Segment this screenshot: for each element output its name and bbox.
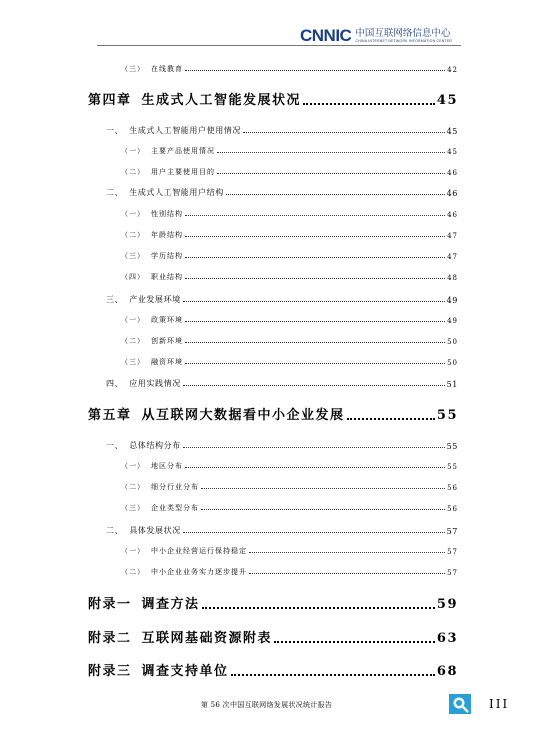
toc-entry-label [88,404,345,423]
toc-entry-number: （三） [121,65,145,73]
toc-dot-leader [185,467,445,468]
toc-entry-label [121,461,183,471]
toc-subsection-entry[interactable] [121,460,458,471]
toc-entry-label [106,294,181,305]
toc-entry-number: （二） [121,231,145,239]
toc-entry-number: （二） [121,168,145,176]
toc-entry-title: 调查方法 [141,597,200,612]
toc-subsection-entry[interactable] [121,314,458,325]
toc-entry-number: （二） [121,337,145,345]
toc-dot-leader [185,236,445,237]
toc-entry-title: 学历结构 [151,252,183,260]
toc-entry-number: 第四章 [88,93,132,108]
magnifier-icon [448,693,472,715]
toc-dot-leader [185,257,445,258]
toc-entry-number: （一） [121,462,145,470]
toc-entry-title: 在线教育 [151,65,183,73]
toc-entry-number: 第五章 [88,408,132,423]
toc-entry-number: 一、 [106,126,124,135]
toc-page-number: 56 [447,484,458,492]
toc-entry-number: （一） [121,147,145,155]
toc-chapter-entry[interactable] [88,594,458,612]
toc-entry-title: 产业发展环境 [129,295,181,304]
toc-section-entry[interactable] [106,186,458,198]
header-divider [97,45,461,46]
toc-dot-leader [217,173,445,174]
toc-entry-title: 互联网基础资源附表 [141,631,273,646]
toc-entry-number: 附录三 [88,664,132,679]
toc-entry-label [121,357,183,367]
toc-entry-title: 调查支持单位 [141,664,229,679]
toc-entry-label [121,503,199,513]
toc-dot-leader [201,488,445,489]
toc-dot-leader [249,573,445,574]
toc-subsection-entry[interactable] [121,481,458,492]
toc-entry-number: （一） [121,547,145,555]
toc-page-number: 55 [446,442,458,451]
toc-entry-number: 二、 [106,188,124,197]
toc-page-number: 45 [447,148,458,156]
toc-page-number: 46 [447,169,458,177]
toc-entry-number: （二） [121,568,145,576]
toc-entry-title: 年龄结构 [151,231,183,239]
toc-entry-label [121,272,183,282]
toc-entry-number: （一） [121,210,145,218]
toc-dot-leader [274,641,435,643]
toc-entry-title: 生成式人工智能用户使用情况 [129,126,242,135]
toc-entry-title: 应用实践情况 [129,379,181,388]
toc-subsection-entry[interactable] [121,63,458,74]
toc-entry-label [88,660,229,679]
toc-chapter-entry[interactable] [88,90,458,108]
toc-chapter-entry[interactable] [88,661,458,679]
toc-entry-title: 从互联网大数据看中小企业发展 [141,408,345,423]
toc-subsection-entry[interactable] [121,166,458,177]
toc-entry-number: （三） [121,252,145,260]
toc-entry-label [88,89,301,108]
toc-entry-label [121,315,183,325]
toc-page-number: 48 [447,274,458,282]
toc-entry-title: 主要产品使用情况 [151,147,215,155]
toc-page-number: 42 [447,66,458,74]
toc-entry-title: 总体结构分布 [129,441,181,450]
toc-dot-leader [185,278,445,279]
toc-entry-number: （二） [121,483,145,491]
toc-page-number: 59 [436,597,458,612]
toc-entry-title: 生成式人工智能发展状况 [141,93,302,108]
toc-dot-leader [185,321,445,322]
toc-dot-leader [185,342,445,343]
toc-entry-number: 附录二 [88,631,132,646]
toc-entry-number: （一） [121,316,145,324]
toc-entry-number: 三、 [106,295,124,304]
toc-page-number: 46 [447,211,458,219]
toc-page-number: 55 [447,463,458,471]
toc-page-number: 57 [447,548,458,556]
toc-dot-leader [183,301,445,302]
toc-page-number: 55 [436,408,458,423]
toc-section-entry[interactable] [106,124,458,136]
toc-dot-leader [217,152,445,153]
toc-entry-label [121,167,215,177]
toc-dot-leader [226,194,445,195]
toc-dot-leader [185,215,445,216]
toc-subsection-entry[interactable] [121,250,458,261]
toc-entry-number: 四、 [106,379,124,388]
toc-page-number: 56 [447,505,458,513]
toc-entry-title: 细分行业分布 [151,483,199,491]
toc-chapter-entry[interactable] [88,405,458,423]
toc-entry-number: 二、 [106,526,124,535]
toc-page-number: 47 [447,232,458,240]
footer-report-title: 第 56 次中国互联网络发展状况统计报告 [200,701,333,709]
toc-entry-number: 一、 [106,441,124,450]
toc-entry-label [88,627,272,646]
toc-entry-label [121,482,199,492]
toc-entry-title: 性别结构 [151,210,183,218]
toc-entry-label [106,187,224,198]
toc-dot-leader [183,447,445,448]
toc-entry-title: 职业结构 [151,273,183,281]
toc-section-entry[interactable] [106,439,458,451]
toc-entry-number: （三） [121,504,145,512]
toc-entry-label [121,209,183,219]
toc-chapter-entry[interactable] [88,628,458,646]
toc-page-number: 45 [446,127,458,136]
toc-subsection-entry[interactable] [121,356,458,367]
toc-dot-leader [202,607,435,609]
cnnic-logo [300,26,452,46]
toc-entry-number: （四） [121,273,145,281]
toc-subsection-entry[interactable] [121,208,458,219]
toc-entry-title: 企业类型分布 [151,504,199,512]
toc-page-number: 49 [447,317,458,325]
toc-subsection-entry[interactable] [121,229,458,240]
toc-entry-label [121,336,183,346]
toc-entry-title: 融资环境 [151,358,183,366]
toc-subsection-entry[interactable] [121,271,458,282]
logo-mark: CNNIC [300,26,352,45]
toc-dot-leader [303,103,435,105]
toc-page-number: 50 [447,359,458,367]
toc-section-entry[interactable] [106,377,458,389]
toc-page-number: 57 [446,527,458,536]
logo-english-name: CHINA INTERNET NETWORK INFORMATION CENTER [355,38,453,43]
toc-dot-leader [231,674,435,676]
toc-entry-label [88,593,200,612]
toc-section-entry[interactable] [106,293,458,305]
toc-entry-label [121,230,183,240]
logo-chinese-name: 中国互联网络信息中心 [355,27,451,39]
toc-entry-label [106,525,181,536]
toc-dot-leader [185,363,445,364]
toc-page-number: 51 [446,380,458,389]
toc-section-entry[interactable] [106,524,458,536]
toc-dot-leader [243,132,445,133]
toc-page-number: 47 [447,253,458,261]
toc-subsection-entry[interactable] [121,566,458,577]
toc-subsection-entry[interactable] [121,502,458,513]
toc-subsection-entry[interactable] [121,145,458,156]
toc-dot-leader [347,418,435,420]
toc-subsection-entry[interactable] [121,335,458,346]
toc-entry-title: 创新环境 [151,337,183,345]
toc-page-number: 45 [436,93,458,108]
toc-entry-label [121,64,183,74]
toc-entry-title: 具体发展状况 [129,526,181,535]
toc-dot-leader [249,552,445,553]
toc-entry-label [121,567,247,577]
toc-page-number: 57 [447,569,458,577]
toc-entry-label [121,546,247,556]
toc-entry-label [106,125,241,136]
toc-entry-title: 用户主要使用目的 [151,168,215,176]
toc-dot-leader [183,385,445,386]
toc-subsection-entry[interactable] [121,545,458,556]
toc-entry-label [121,251,183,261]
toc-entry-number: （三） [121,358,145,366]
toc-page-number: 63 [436,631,458,646]
toc-page-number: 46 [446,189,458,198]
toc-entry-number: 附录一 [88,597,132,612]
toc-page-number: 50 [447,338,458,346]
toc-entry-title: 地区分布 [151,462,183,470]
toc-entry-label [106,440,181,451]
toc-entry-title: 中小企业业务实力逐步提升 [151,568,247,576]
toc-entry-title: 中小企业经营运行保持稳定 [151,547,247,555]
toc-dot-leader [201,509,445,510]
page-number: III [489,697,510,711]
page-header [0,0,533,46]
toc-dot-leader [183,532,445,533]
toc-entry-label [121,146,215,156]
toc-page-number: 49 [446,296,458,305]
toc-entry-title: 生成式人工智能用户结构 [129,188,224,197]
toc-page-number: 68 [436,664,458,679]
toc-dot-leader [185,70,445,71]
toc-entry-label [106,378,181,389]
toc-entry-title: 政策环境 [151,316,183,324]
